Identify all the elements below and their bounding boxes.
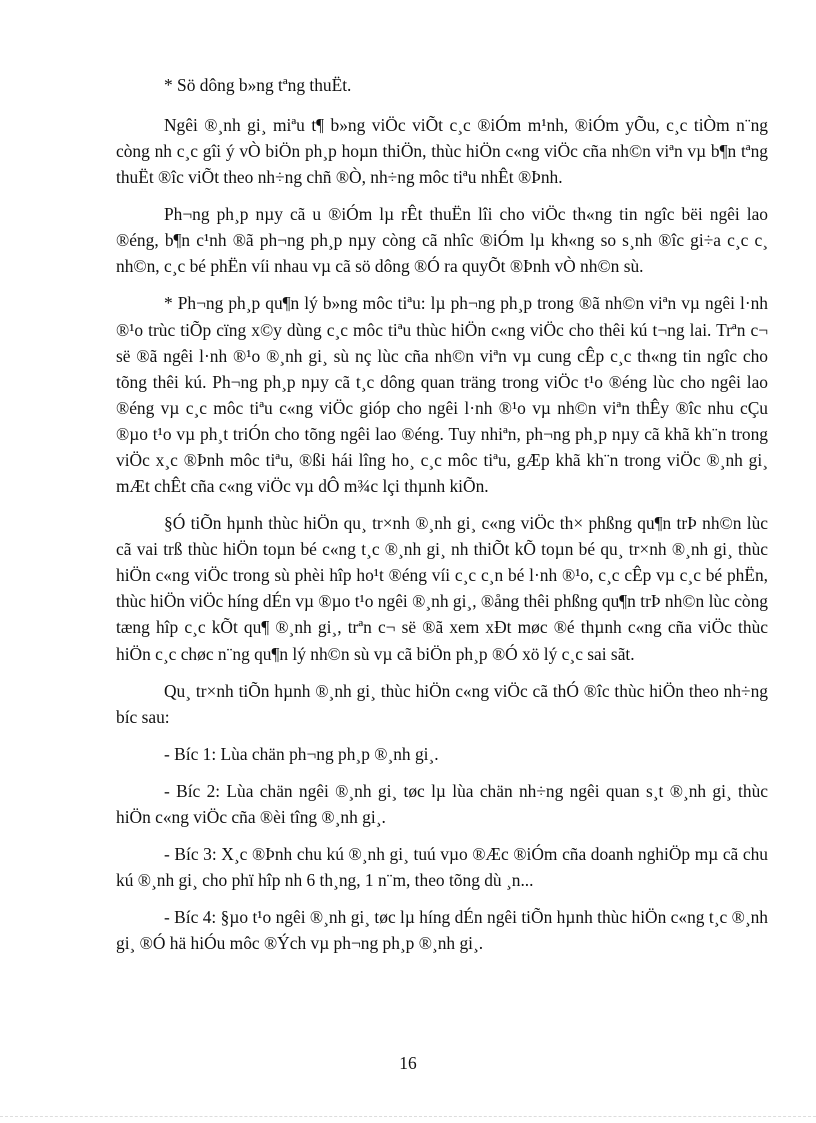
paragraph: Ngêi ®¸nh gi¸ miªu t¶ b»ng viÖc viÕt c¸c ®iÓm m¹nh, ®iÓm yÕu, c¸c tiÒm n¨ng còng nh c¸c gîi ý vÒ biÖn ph¸p hoµn thiÖn, thùc hiÖn c«ng viÖc cña nh©n viªn vµ b¶n tªng thuËt ®îc viÕt theo nh÷ng chñ ®Ò, nh÷ng môc tiªu nhÊt ®Þnh. — [116, 115, 768, 188]
body-text — [116, 72, 768, 967]
page-bottom-edge — [0, 1116, 816, 1118]
step-item: - Bíc 4: §µo t¹o ngêi ®¸nh gi¸ tøc lµ híng dÉn ngêi tiÕn hµnh thùc hiÖn c«ng t¸c ®¸nh gi¸ ®Ó hä hiÓu môc ®Ých vµ ph¬ng ph¸p ®¸nh gi¸. — [116, 906, 768, 953]
paragraph: Qu¸ tr×nh tiÕn hµnh ®¸nh gi¸ thùc hiÖn c«ng viÖc cã thÓ ®îc thùc hiÖn theo nh÷ng bíc sau: — [116, 680, 768, 727]
step-item: - Bíc 3: X¸c ®Þnh chu kú ®¸nh gi¸ tuú vµo ®Æc ®iÓm cña doanh nghiÖp mµ cã chu kú ®¸nh gi¸ cho phï hîp nh 6 th¸ng, 1 n¨m, theo tõng dù ¸n... — [116, 843, 768, 890]
page-number: 16 — [399, 1053, 417, 1073]
paragraph: Ph¬ng ph¸p nµy cã u ®iÓm lµ rÊt thuËn lîi cho viÖc th«ng tin ngîc bëi ngêi lao ®éng, b¶n c¹nh ®ã ph¬ng ph¸p nµy còng cã nhîc ®iÓm lµ kh«ng so s¸nh ®îc gi÷a c¸c c¸ nh©n, c¸c bé phËn víi nhau vµ cã sö dông ®Ó ra quyÕt ®Þnh vÒ nh©n sù. — [116, 204, 768, 277]
subheading-narrative-method: * Sö dông b»ng tªng thuËt. — [164, 75, 352, 95]
step-item: - Bíc 2: Lùa chän ngêi ®¸nh gi¸ tøc lµ lùa chän nh÷ng ngêi quan s¸t ®¸nh gi¸ thùc hiÖn c«ng viÖc cña ®èi tîng ®¸nh gi¸. — [116, 780, 768, 827]
paragraph: §Ó tiÕn hµnh thùc hiÖn qu¸ tr×nh ®¸nh gi¸ c«ng viÖc th× phßng qu¶n trÞ nh©n lùc cã vai trß thùc hiÖn toµn bé c«ng t¸c ®¸nh gi¸ nh thiÕt kÕ toµn bé qu¸ tr×nh ®¸nh gi¸ thùc hiÖn c«ng viÖc trong sù phèi hîp ho¹t ®éng víi c¸c c¸n bé l·nh ®¹o, c¸c cÊp vµ c¸c bé phËn, thùc hiÖn viÖc híng dÉn vµ ®µo t¹o ngêi ®¸nh gi¸, ®ång thêi phßng qu¶n trÞ nh©n lùc còng tæng hîp c¸c kÕt qu¶ ®¸nh gi¸, trªn c¬ së ®ã xem xÐt møc ®é thµnh c«ng cña viÖc thùc hiÖn c¸c chøc n¨ng qu¶n lý nh©n sù vµ cã biÖn ph¸p ®Ó xö lý c¸c sai sãt. — [116, 513, 768, 664]
step-item: - Bíc 1: Lùa chän ph¬ng ph¸p ®¸nh gi¸. — [164, 743, 439, 764]
paragraph: * Ph¬ng ph¸p qu¶n lý b»ng môc tiªu: lµ ph¬ng ph¸p trong ®ã nh©n viªn vµ ngêi l·nh ®¹o trùc tiÕp cïng x©y dùng c¸c môc tiªu thùc hiÖn c«ng viÖc cho thêi kú t¬ng lai. Trªn c¬ së ®ã ngêi l·nh ®¹o ®¸nh gi¸ sù nç lùc cña nh©n viªn vµ cung cÊp c¸c th«ng tin ngîc cho tõng thêi kú. Ph¬ng ph¸p nµy cã t¸c dông quan träng trong viÖc t¹o ®éng lùc cho ngêi lao ®éng vµ c¸c môc tiªu c«ng viÖc gióp cho ngêi l·nh ®¹o vµ nh©n viªn thÊy ®îc nhu cÇu ®µo t¹o vµ ph¸t triÓn cho tõng ngêi lao ®éng. Tuy nhiªn, ph¬ng ph¸p nµy cã khã kh¨n trong viÖc x¸c ®Þnh môc tiªu, ®ßi hái lîng ho¸ c¸c môc tiªu, gÆp khã kh¨n trong viÖc ®¸nh gi¸ mÆt chÊt cña c«ng viÖc vµ dÔ m¾c lçi thµnh kiÕn. — [116, 293, 768, 497]
